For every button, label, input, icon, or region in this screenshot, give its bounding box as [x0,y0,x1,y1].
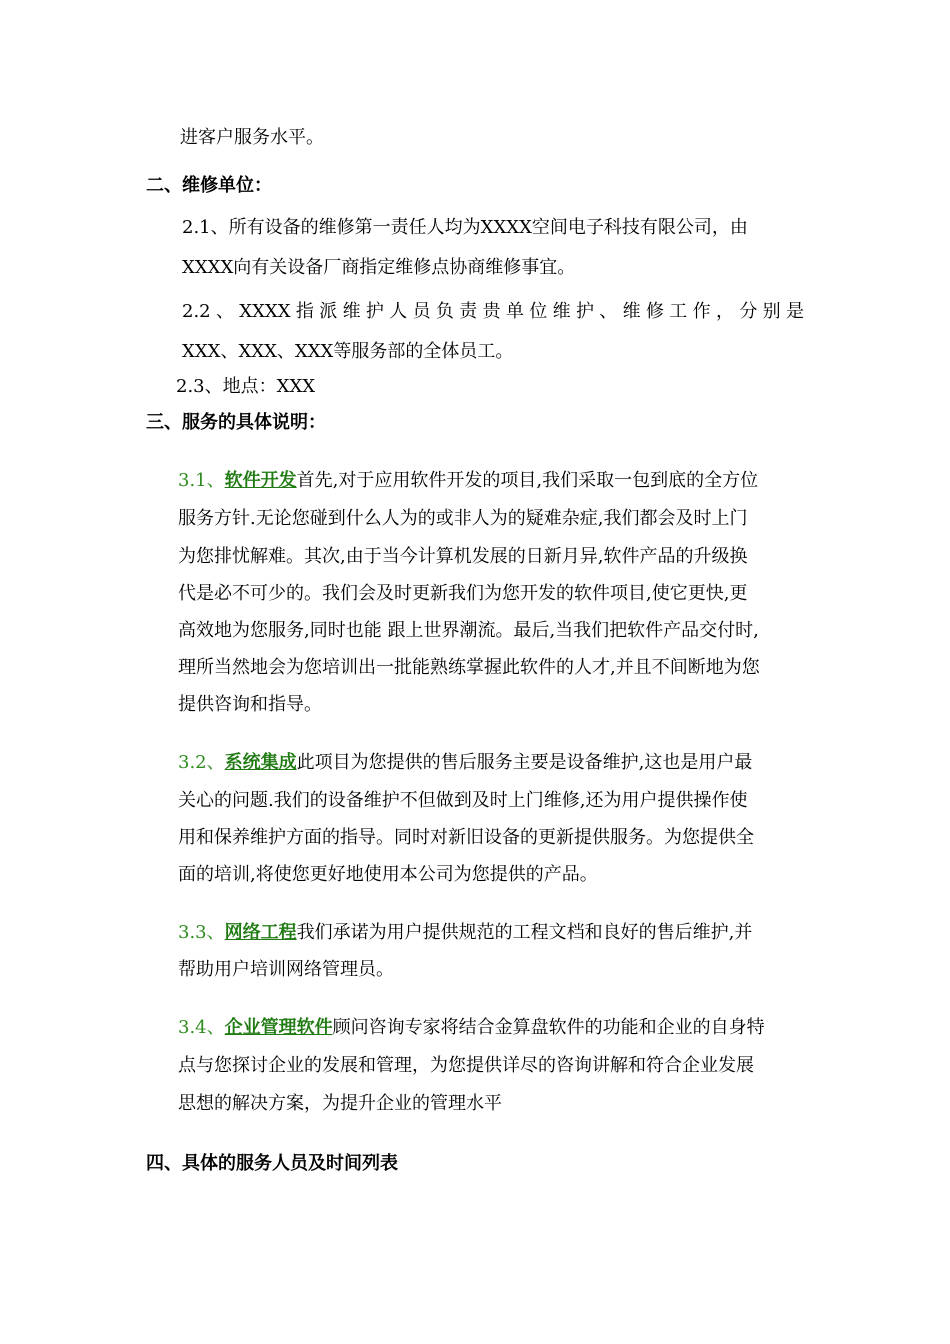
item-3-2-number: 3.2、 [178,752,225,773]
item-3-1-line-3: 为您排忧解难。其次,由于当今计算机发展的日新月异,软件产品的升级换 [178,546,748,567]
item-3-4-number: 3.4、 [178,1017,225,1038]
item-3-4-text: 顾问咨询专家将结合金算盘软件的功能和企业的自身特 [332,1017,765,1038]
item-3-1-number: 3.1、 [178,470,225,491]
item-3-4-line-3: 思想的解决方案，为提升企业的管理水平 [178,1093,502,1114]
item-3-2-line-3: 用和保养维护方面的指导。同时对新旧设备的更新提供服务。为您提供全 [178,827,754,848]
paragraph-2-1-line-1: 2.1、所有设备的维修第一责任人均为XXXX空间电子科技有限公司，由 [182,217,748,238]
item-3-2-line-4: 面的培训,将使您更好地使用本公司为您提供的产品。 [178,864,598,885]
item-3-2-line-2: 关心的问题.我们的设备维护不但做到及时上门维修,还为用户提供操作使 [178,790,748,811]
item-3-2-line-1 [178,751,752,775]
section-4-heading: 四、具体的服务人员及时间列表 [146,1153,398,1174]
item-3-1-line-7: 提供咨询和指导。 [178,694,322,715]
intro-tail-text: 进客户服务水平。 [180,127,324,148]
link-network-engineering[interactable]: 网络工程 [224,922,297,943]
item-3-1-line-2: 服务方针.无论您碰到什么人为的或非人为的疑难杂症,我们都会及时上门 [178,508,748,529]
item-3-4-line-2: 点与您探讨企业的发展和管理，为您提供详尽的咨询讲解和符合企业发展 [178,1055,754,1076]
link-software-development[interactable]: 软件开发 [224,470,297,491]
paragraph-2-3: 2.3、地点：XXX [176,376,316,397]
item-3-1-line-5: 高效地为您服务,同时也能 跟上世界潮流。最后,当我们把软件产品交付时, [178,620,759,641]
item-3-3-line-1 [178,921,752,945]
item-3-4-line-1 [178,1016,765,1040]
section-3-heading: 三、服务的具体说明： [146,412,326,433]
item-3-1-line-4: 代是必不可少的。我们会及时更新我们为您开发的软件项目,使它更快,更 [178,583,748,604]
item-3-3-text: 我们承诺为用户提供规范的工程文档和良好的售后维护,并 [296,922,753,943]
item-3-1-line-1 [178,469,758,493]
link-enterprise-management-software[interactable]: 企业管理软件 [224,1017,333,1038]
item-3-3-number: 3.3、 [178,922,225,943]
paragraph-2-1-line-2: XXXX向有关设备厂商指定维修点协商维修事宜。 [182,257,576,278]
item-3-3-line-2: 帮助用户培训网络管理员。 [178,959,394,980]
link-system-integration[interactable]: 系统集成 [224,752,297,773]
paragraph-2-2-line-1: 2.2、XXXX指派维护人员负责贵单位维护、维修工作，分别是 [182,301,804,322]
item-3-1-line-6: 理所当然地会为您培训出一批能熟练掌握此软件的人才,并且不间断地为您 [178,657,760,678]
section-2-heading: 二、维修单位： [146,175,272,196]
item-3-2-text: 此项目为您提供的售后服务主要是设备维护,这也是用户最 [296,752,753,773]
paragraph-2-2-line-2: XXX、XXX、XXX等服务部的全体员工。 [182,341,514,362]
item-3-1-text: 首先,对于应用软件开发的项目,我们采取一包到底的全方位 [296,470,759,491]
